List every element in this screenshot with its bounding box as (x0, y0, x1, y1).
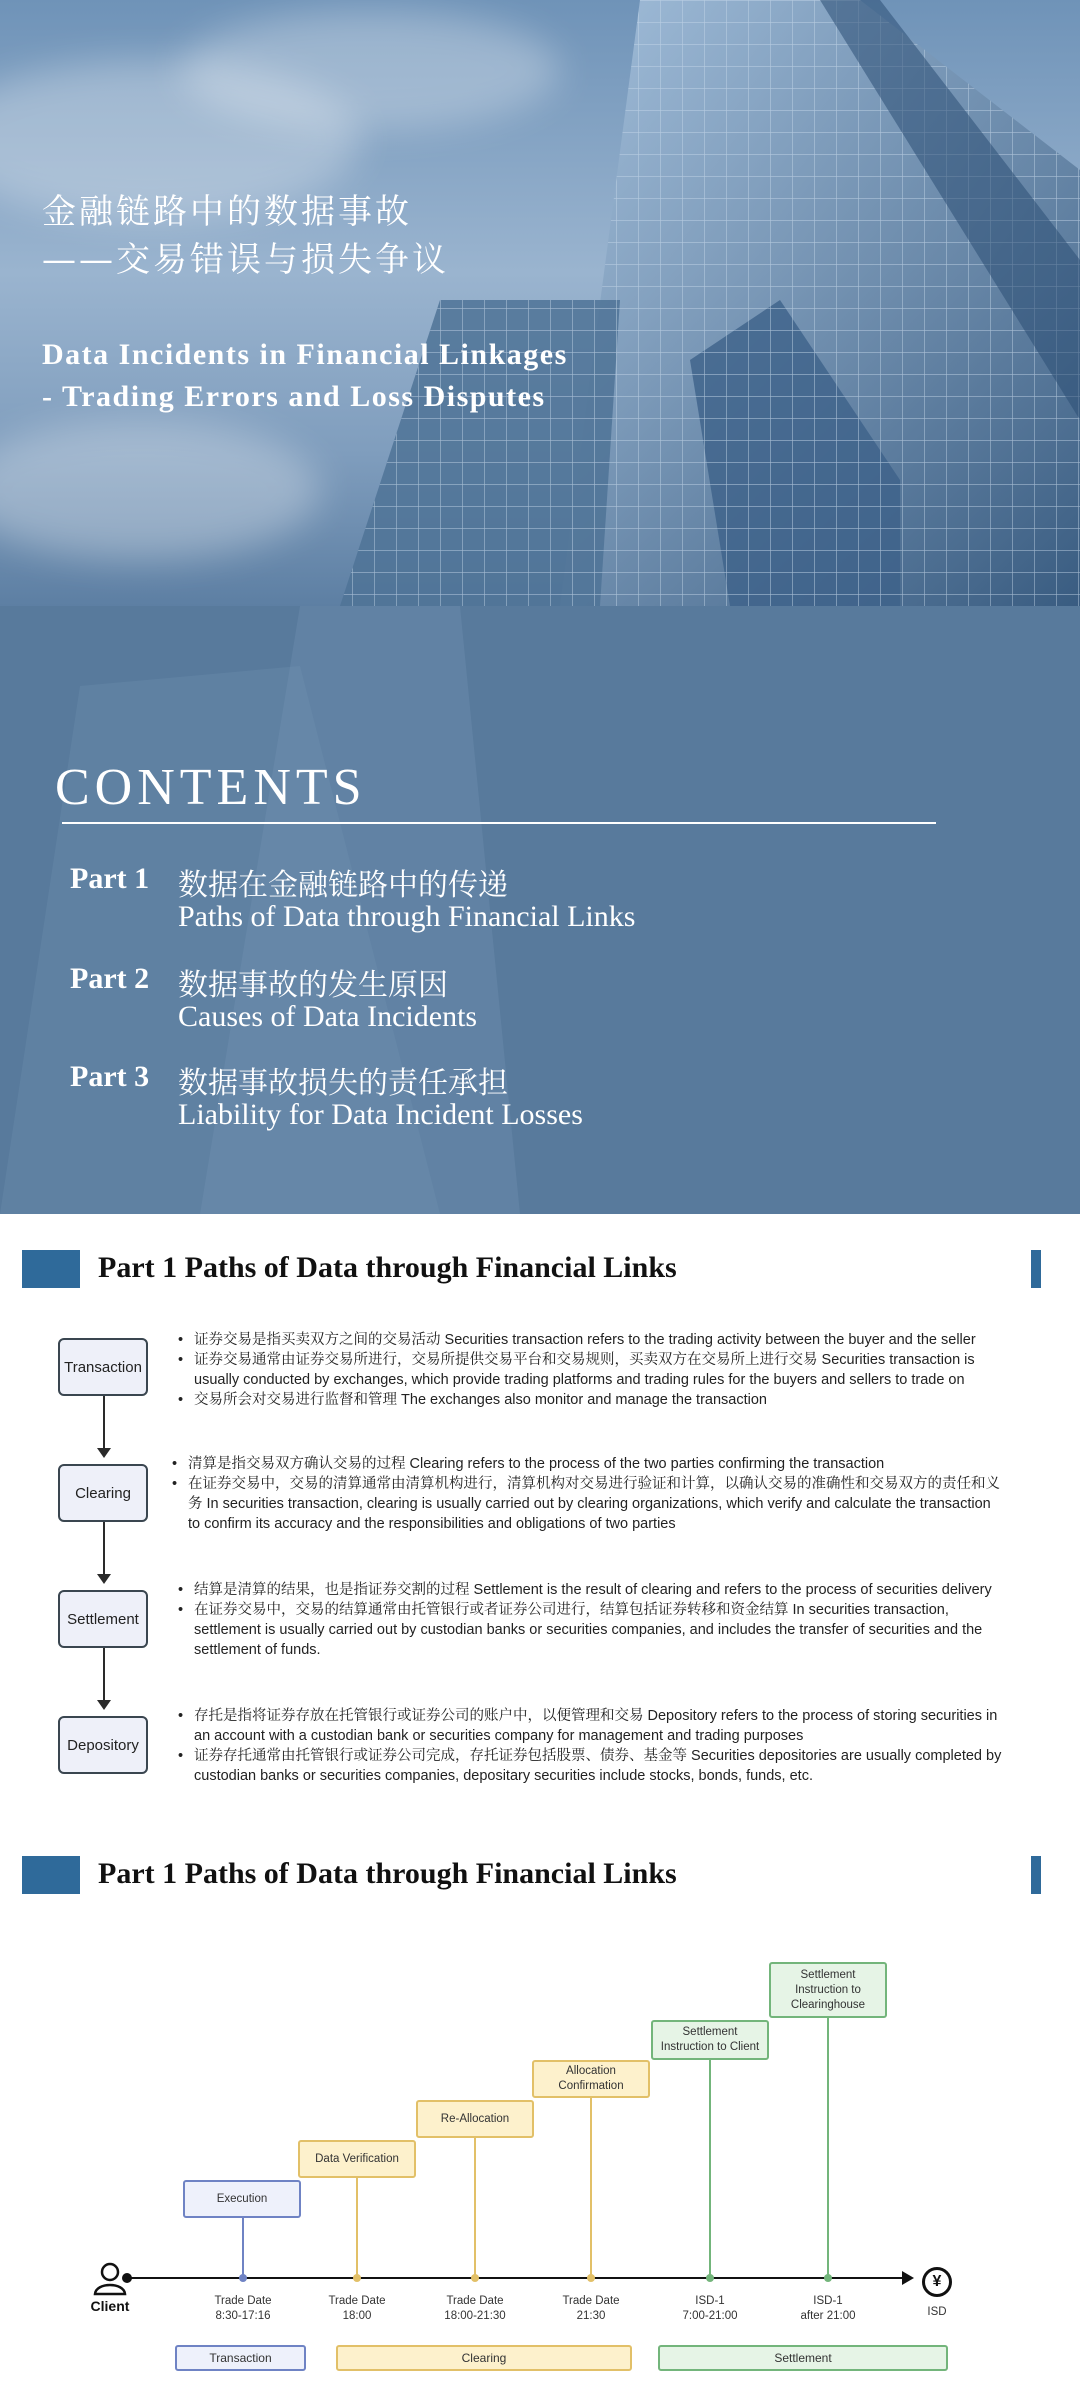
bullet-text: • 在证券交易中，交易的结算通常由托管银行或者证券公司进行，结算包括证券转移和资金结算 In securities transaction, settlement is usually carried out by custodian banks or securities companies, and includes the transfer of securities and the settlement of funds. (178, 1600, 1008, 1660)
bullet-text: • 存托是指将证券存放在托管银行或证券公司的账户中，以便管理和交易 Depository refers to the process of storing securities in an account with a custodian bank or securities company for management and trading purposes (178, 1706, 1008, 1746)
event-time-label: Trade Date 18:00-21:30 (444, 2295, 506, 2322)
connector-line (103, 1522, 105, 1576)
depository-description (178, 1706, 1008, 1786)
event-settlement-instruction-clearinghouse-box: Settlement Instruction to Clearinghouse (769, 1962, 887, 2018)
header-accent-bar (1031, 1856, 1041, 1894)
bullet-text: • 证券存托通常由托管银行或证券公司完成，存托证券包括股票、债券、基金等 Securities depositories are usually completed by custodian banks or securities companies, depositary securities include stocks, bonds, funds, etc. (178, 1746, 1008, 1786)
event-connector-line (356, 2178, 358, 2278)
toc-title-english: Causes of Data Incidents (178, 1000, 478, 1033)
event-time-label: Trade Date 21:30 (562, 2295, 620, 2322)
connector-line (103, 1648, 105, 1702)
timeline-slide (0, 1824, 1080, 2406)
toc-title-english: Liability for Data Incident Losses (178, 1098, 583, 1131)
phase-transaction: Transaction (175, 2345, 306, 2371)
client-label: Client (90, 2298, 130, 2314)
bullet-text: • 清算是指交易双方确认交易的过程 Clearing refers to the process of the two parties confirming the transaction (172, 1454, 1002, 1474)
contents-slide (0, 606, 1080, 1214)
bullet-text: • 交易所会对交易进行监督和管理 The exchanges also monitor and manage the transaction (178, 1390, 1008, 1410)
event-time-label: Trade Date 8:30-17:16 (214, 2295, 272, 2322)
process-slide (0, 1214, 1080, 1824)
clearing-description (172, 1454, 1002, 1534)
cover-title-chinese: 金融链路中的数据事故 ——交易错误与损失争议 (42, 192, 449, 280)
event-time-label: ISD-1 7:00-21:00 (682, 2295, 738, 2322)
event-connector-line (242, 2218, 244, 2278)
arrow-down-icon (97, 1700, 111, 1710)
event-re-allocation-box: Re-Allocation (416, 2100, 534, 2138)
event-dot (353, 2274, 361, 2282)
event-time-label: Trade Date 18:00 (328, 2295, 386, 2322)
event-connector-line (709, 2060, 711, 2278)
phase-settlement: Settlement (658, 2345, 948, 2371)
header-accent-bar (1031, 1250, 1041, 1288)
step-depository-box: Depository (58, 1716, 148, 1774)
cover-title-english: Data Incidents in Financial Linkages - Trading Errors and Loss Disputes (42, 338, 568, 413)
slide-title: Part 1 Paths of Data through Financial Links (98, 1251, 677, 1284)
event-time-label: ISD-1 after 21:00 (800, 2295, 856, 2322)
event-allocation-confirmation-box: Allocation Confirmation (532, 2060, 650, 2098)
slide-title: Part 1 Paths of Data through Financial Links (98, 1857, 677, 1890)
contents-heading: CONTENTS (55, 759, 367, 816)
isd-label: ISD (927, 2306, 947, 2318)
cover-slide (0, 0, 1080, 606)
toc-part-label: Part 3 (70, 1060, 150, 1093)
step-settlement-box: Settlement (58, 1590, 148, 1648)
step-clearing-box: Clearing (58, 1464, 148, 1522)
event-execution-box: Execution (183, 2180, 301, 2218)
event-dot (587, 2274, 595, 2282)
arrow-right-icon (902, 2271, 914, 2285)
event-data-verification-box: Data Verification (298, 2140, 416, 2178)
event-dot (824, 2274, 832, 2282)
bullet-text: • 证券交易是指买卖双方之间的交易活动 Securities transaction refers to the trading activity between the buyer and the seller (178, 1330, 1008, 1350)
event-settlement-instruction-client-box: Settlement Instruction to Client (651, 2020, 769, 2060)
arrow-down-icon (97, 1448, 111, 1458)
skyscraper-background (0, 0, 1080, 606)
event-dot (239, 2274, 247, 2282)
settlement-description (178, 1580, 1008, 1660)
toc-part-label: Part 2 (70, 962, 150, 995)
event-connector-line (474, 2138, 476, 2278)
transaction-description (178, 1330, 1008, 1410)
phase-clearing: Clearing (336, 2345, 632, 2371)
person-icon (92, 2262, 128, 2296)
header-accent-block (22, 1856, 80, 1894)
event-dot (706, 2274, 714, 2282)
event-connector-line (827, 2018, 829, 2278)
toc-part-label: Part 1 (70, 862, 150, 895)
bullet-text: • 证券交易通常由证券交易所进行，交易所提供交易平台和交易规则，买卖双方在交易所上进行交易 Securities transaction is usually conducted by exchanges, which provide trading platforms and trading rules for the buyers and sellers to trade on (178, 1350, 1008, 1390)
contents-divider (62, 822, 936, 824)
toc-title-chinese: 数据事故的发生原因 (178, 968, 448, 1003)
toc-title-chinese: 数据在金融链路中的传递 (178, 868, 508, 903)
event-dot (471, 2274, 479, 2282)
event-connector-line (590, 2098, 592, 2278)
step-transaction-box: Transaction (58, 1338, 148, 1396)
toc-title-chinese: 数据事故损失的责任承担 (178, 1066, 508, 1101)
bullet-text: • 结算是清算的结果，也是指证券交割的过程 Settlement is the result of clearing and refers to the process of securities delivery (178, 1580, 1008, 1600)
connector-line (103, 1396, 105, 1450)
toc-title-english: Paths of Data through Financial Links (178, 900, 636, 933)
arrow-down-icon (97, 1574, 111, 1584)
header-accent-block (22, 1250, 80, 1288)
yen-icon: ¥ (922, 2267, 952, 2297)
bullet-text: • 在证券交易中，交易的清算通常由清算机构进行，清算机构对交易进行验证和计算，以确认交易的准确性和交易双方的责任和义务 In securities transaction, clearing is usually carried out by clearing organizations, which verify and calculate the transaction to confirm its accuracy and the responsibilities and obligations of two parties (172, 1474, 1002, 1534)
